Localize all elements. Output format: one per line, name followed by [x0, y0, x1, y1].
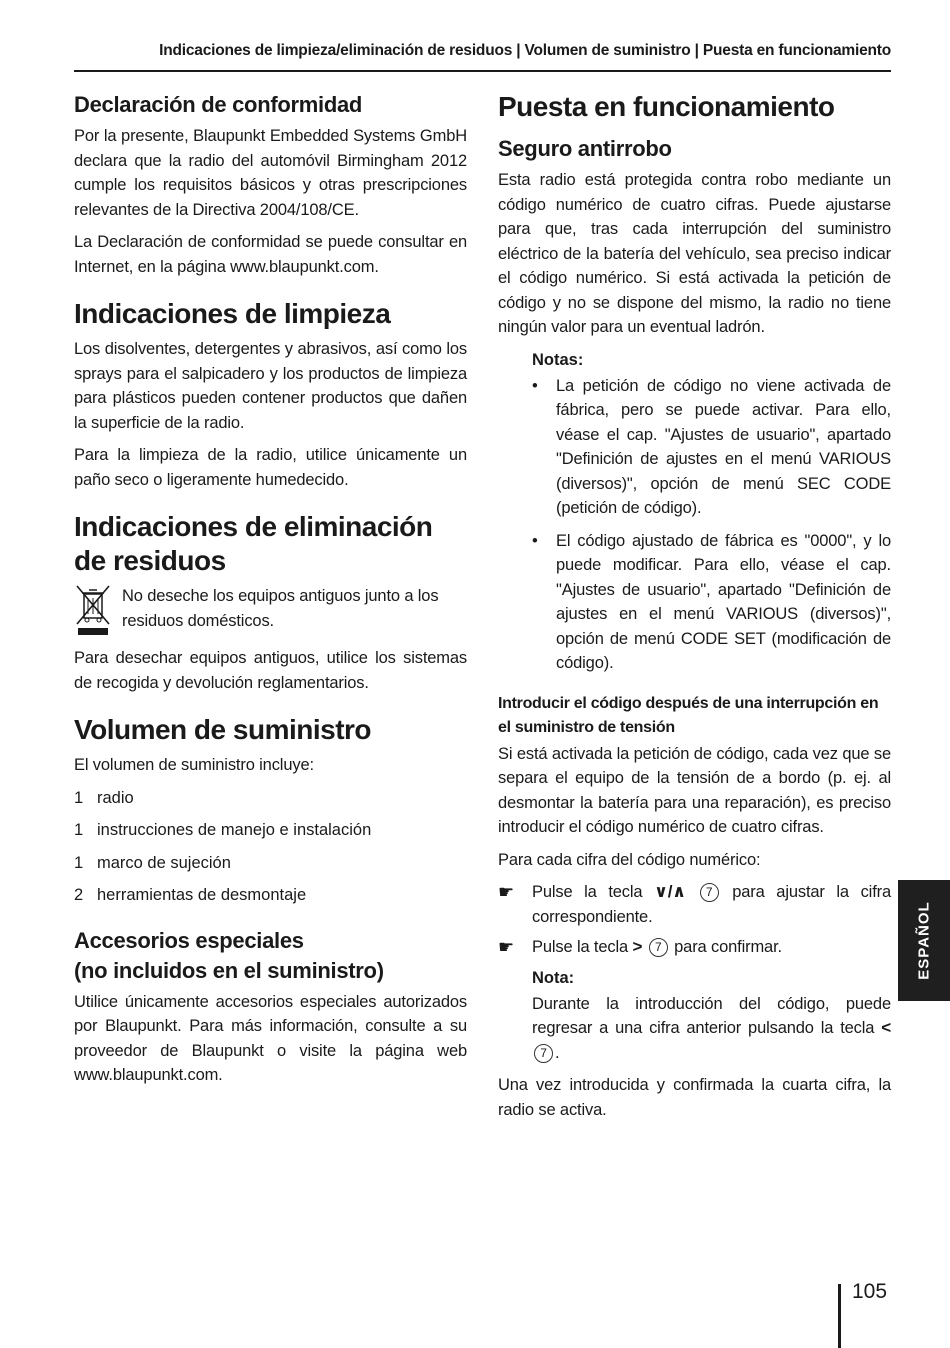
step-2-pre: Pulse la tecla: [532, 938, 629, 956]
eliminacion-paragraph-1: Para desechar equipos antiguos, utilice los sistemas de recogida y devolución reglamentarios.: [74, 649, 467, 692]
list-item: [74, 883, 467, 908]
page-number: 105: [852, 1280, 888, 1303]
note-text: El código ajustado de fábrica es "0000", y lo puede modificar. Para ello, véase el cap. "Ajustes de usuario", apartado "Definición de ajustes en el menú VARIOUS (diversos)", opción de menú CODE SET (modificación de código).: [556, 531, 891, 672]
list-item: [74, 786, 467, 811]
list-item-qty: 1: [74, 821, 84, 839]
volumen-heading: Volumen de suministro: [74, 714, 372, 745]
step-1-pre: Pulse la tecla: [532, 883, 643, 901]
declaracion-heading: Declaración de conformidad: [74, 92, 363, 117]
section-introducir: [498, 692, 891, 1123]
right-column: [498, 90, 891, 1130]
section-limpieza: [74, 297, 467, 492]
bullet-icon: •: [532, 376, 538, 395]
nota-text-body: Durante la introducción del código, puede regresar a una cifra anterior pulsando la tecla: [532, 994, 891, 1037]
section-seguro: [498, 134, 891, 676]
volumen-intro: El volumen de suministro incluye:: [74, 756, 314, 774]
accesorios-paragraph-1: Utilice únicamente accesorios especiales autorizados por Blaupunkt. Para más información, consulte a su proveedor de Blaupunkt o visite la página web www.blaupunkt.com.: [74, 992, 467, 1084]
section-accesorios: [74, 926, 467, 1088]
note-item: [532, 529, 891, 676]
note-item: [532, 374, 891, 521]
notes-title: Notas:: [532, 350, 584, 369]
declaracion-paragraph-2: La Declaración de conformidad se puede consultar en Internet, en la página www.blaupunkt.com.: [74, 233, 467, 276]
list-item-qty: 2: [74, 886, 84, 904]
left-key-icon: <: [881, 1018, 891, 1037]
note-text: La petición de código no viene activada de fábrica, pero se puede activar. Para ello, véase el cap. "Ajustes de usuario", apartado "Definición de ajustes en el menú VARIOUS (diversos)", opción de menú SEC CODE (petición de código).: [556, 376, 891, 517]
step-text: [532, 880, 891, 929]
key-7-icon: 7: [649, 938, 668, 957]
limpieza-heading: Indicaciones de limpieza: [74, 298, 391, 329]
bullet-icon: •: [532, 531, 538, 550]
limpieza-paragraph-2: Para la limpieza de la radio, utilice únicamente un paño seco o ligeramente humedecido.: [74, 446, 467, 489]
seguro-heading: Seguro antirrobo: [498, 136, 672, 161]
section-volumen: [74, 713, 467, 908]
right-key-icon: >: [632, 937, 643, 956]
introducir-paragraph-3: Una vez introducida y confirmada la cuarta cifra, la radio se activa.: [498, 1076, 891, 1119]
step-item: [498, 935, 891, 960]
list-item-label: instrucciones de manejo e instalación: [97, 821, 372, 839]
crossed-bin-icon: [74, 584, 122, 638]
accesorios-heading-line-1: Accesorios especiales: [74, 927, 304, 953]
list-item: [74, 818, 467, 843]
language-tab: [898, 880, 950, 1001]
pointing-hand-icon: ☛: [498, 937, 515, 957]
pointing-hand-icon: ☛: [498, 882, 515, 902]
waste-notice: [74, 584, 467, 638]
section-eliminacion: [74, 510, 467, 695]
waste-notice-text: No deseche los equipos antiguos junto a los residuos domésticos.: [122, 587, 439, 630]
step-2-post: para confirmar.: [674, 938, 782, 956]
list-item-label: herramientas de desmontaje: [97, 886, 307, 904]
list-item-qty: 1: [74, 788, 84, 807]
introducir-paragraph-1: Si está activada la petición de código, cada vez que se separa el equipo de la tensión de a bordo (p. ej. al desmontar la batería para una reparación), es preciso introducir el código numérico de cuatro cifras.: [498, 744, 891, 836]
nota-block: [498, 966, 891, 1066]
step-item: [498, 880, 891, 929]
eliminacion-heading: Indicaciones de eliminación de residuos: [74, 511, 433, 576]
key-7-icon: 7: [700, 883, 719, 902]
puesta-heading: Puesta en funcionamiento: [498, 91, 835, 122]
notes-block: [498, 348, 891, 676]
running-header: [74, 38, 891, 72]
seguro-paragraph-1: Esta radio está protegida contra robo mediante un código numérico de cuatro cifras. Puede ajustarse para que, tras cada interrupción del suministro eléctrico de la batería del vehículo, sea preciso indicar el código numérico. Si está activada la petición de código y no se dispone del mismo, la radio no tiene ningún valor para un eventual ladrón.: [498, 171, 891, 336]
section-declaracion: [74, 90, 467, 279]
step-1-post: para ajustar la cifra correspondiente.: [532, 883, 892, 926]
language-tab-label: ESPAÑOL: [915, 901, 933, 980]
list-item-label: marco de sujeción: [97, 853, 231, 872]
accesorios-heading-line-2: (no incluidos en el suministro): [74, 957, 384, 983]
list-item-qty: 1: [74, 853, 84, 872]
key-7-icon: 7: [534, 1044, 553, 1063]
step-text: [532, 935, 891, 960]
page-number-rule: [838, 1284, 841, 1348]
list-item: [74, 851, 467, 876]
nota-text: Durante la introducción del código, puede regresar a una cifra anterior pulsando la tecla <7 .: [532, 994, 891, 1062]
introducir-paragraph-2: Para cada cifra del código numérico:: [498, 850, 761, 869]
left-column: [74, 90, 467, 1096]
up-down-keys-icon: ∨/∧: [654, 882, 686, 901]
introducir-heading: Introducir el código después de una interrupción en el suministro de tensión: [498, 694, 879, 736]
declaracion-paragraph-1: Por la presente, Blaupunkt Embedded Systems GmbH declara que la radio del automóvil Birmingham 2012 cumple los requisitos básicos y otras prescripciones relevantes de la Directiva 2004/108/CE.: [74, 127, 467, 219]
nota-title: Nota:: [532, 968, 575, 987]
running-header-title: Indicaciones de limpieza/eliminación de residuos | Volumen de suministro | Puesta en funcionamiento: [159, 42, 891, 59]
limpieza-paragraph-1: Los disolventes, detergentes y abrasivos, así como los sprays para el salpicadero y los productos de limpieza para plásticos pueden contener productos que dañen la superficie de la radio.: [74, 340, 467, 432]
list-item-label: radio: [97, 788, 134, 807]
